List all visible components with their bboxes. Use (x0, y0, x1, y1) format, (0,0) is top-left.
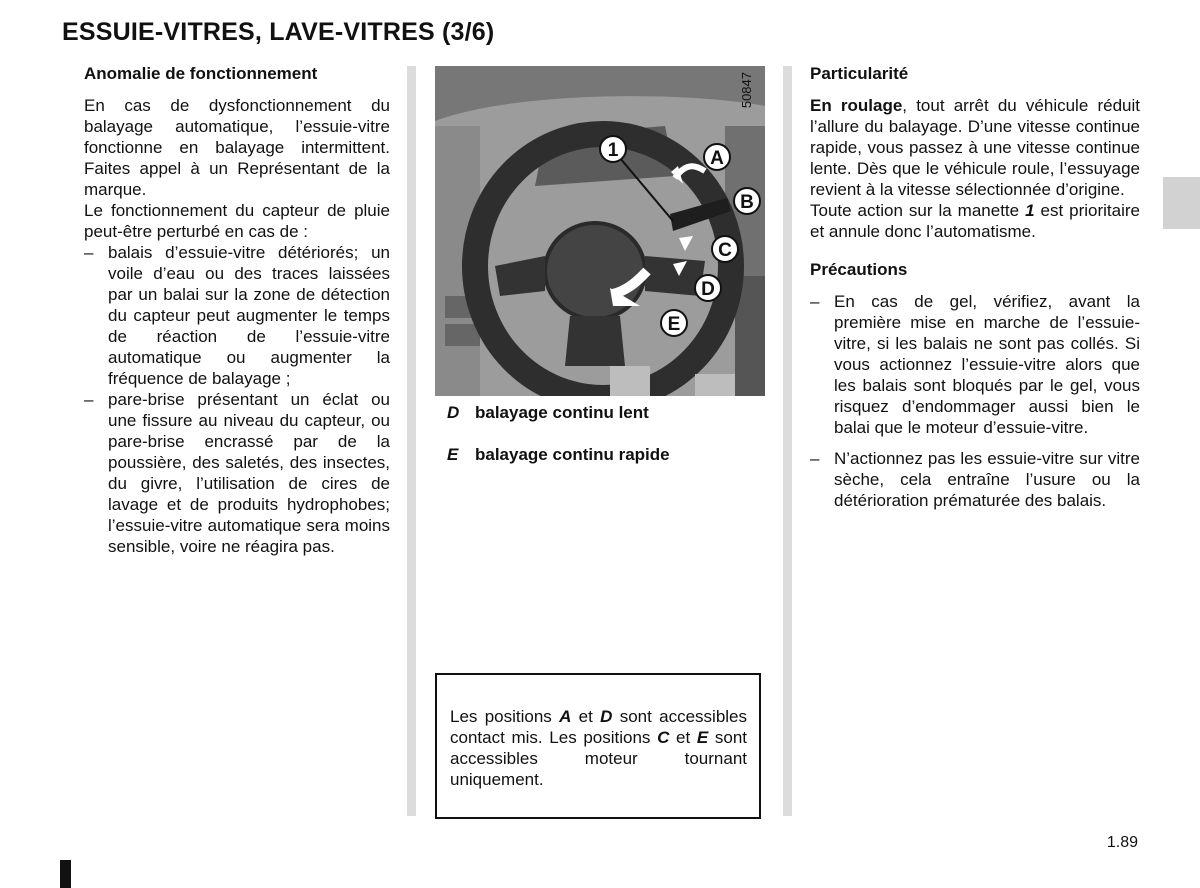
svg-text:A: A (710, 148, 724, 169)
list-item: – N’actionnez pas les essuie-vitre sur vitre sèche, cela entraîne l’usure ou la détérioration prématurée des balais. (810, 448, 1140, 511)
list-item: – En cas de gel, vérifiez, avant la première mise en marche de l’essuie-vitre, si les balais ne sont pas collés. Si vous actionnez l’essuie-vitre alors que les balais sont bloqués par le gel, vous risquez d’endommager aussi bien le balai que le moteur d’essuie-vitre. (810, 291, 1140, 438)
note-text: et (669, 728, 697, 747)
left-column (84, 63, 390, 557)
anomaly-list (84, 242, 390, 557)
note-text: sont accessibles contact mis. Les positions (450, 707, 748, 747)
paragraph-dysfonctionnement: En cas de dysfonctionnement du balayage automatique, l’essuie-vitre fonctionne en balayage intermittent. Faites appel à un Représentant de la marque. (84, 96, 390, 199)
steering-wheel-illustration (435, 66, 765, 396)
svg-text:D: D (701, 279, 715, 300)
callout-c (712, 236, 738, 262)
position-d-label: D (600, 707, 613, 726)
paragraph-text: Toute action sur la manette (810, 201, 1026, 220)
paragraph-text: , tout arrêt du véhicule réduit l’allure du balayage. D’une vitesse continue rapide, vous passez à une vitesse continue lente. Dès que le véhicule roule, l’essuyage revient à la vitesse sélectionnée d’origine. (810, 96, 1140, 199)
callout-b (734, 188, 760, 214)
precautions-list (810, 291, 1140, 511)
page-number: 1.89 (1106, 834, 1138, 851)
chapter-tab (1163, 177, 1200, 229)
list-item: – balais d’essuie-vitre détériorés; un voile d’eau ou des traces laissées par un balai sur la zone de détection du capteur peut augmenter le temps de réaction de l’essuie-vitre automatique ou augmenter la fréquence de balayage ; (84, 242, 390, 389)
section-heading-anomalie: Anomalie de fonctionnement (84, 64, 318, 83)
svg-text:E: E (667, 314, 681, 335)
position-c-label: C (657, 728, 670, 747)
note-text: et (571, 707, 601, 726)
callout-1 (600, 136, 626, 162)
legend-key: E (447, 445, 459, 464)
page-title: ESSUIE-VITRES, LAVE-VITRES (3/6) (62, 18, 495, 46)
positions-note-box (435, 673, 761, 819)
callout-e (661, 310, 687, 336)
paragraph-manette (810, 200, 1140, 242)
steering-wheel-drawing (435, 66, 765, 396)
paragraph-capteur: Le fonctionnement du capteur de pluie peut-être perturbé en cas de : (84, 201, 390, 241)
position-e-label: E (696, 728, 709, 747)
corner-marker (60, 860, 71, 888)
legend-text: balayage continu lent (475, 403, 649, 422)
right-column (810, 63, 1140, 511)
note-text: Les positions (450, 707, 560, 726)
list-item: – pare-brise présentant un éclat ou une fissure au niveau du capteur, ou pare-brise encrassé par de la poussière, des saletés, des insectes, du givre, l’utilisation de cires de lavage et de produits hydrophobes; l’essuie-vitre automatique sera moins sensible, voire ne réagira pas. (84, 389, 390, 557)
svg-text:1: 1 (607, 140, 619, 161)
svg-text:C: C (718, 240, 732, 261)
paragraph-en-roulage (810, 95, 1140, 200)
position-a-label: A (559, 707, 572, 726)
legend-text: balayage continu rapide (475, 445, 670, 464)
callout-a (704, 144, 730, 170)
figure-reference-number: 50847 (739, 72, 754, 109)
manette-number: 1 (1025, 201, 1035, 220)
section-heading-precautions: Précautions (810, 260, 908, 279)
column-divider-left (407, 66, 416, 816)
note-text: sont accessibles moteur tournant uniquement. (450, 728, 748, 789)
svg-text:B: B (740, 192, 754, 213)
section-heading-particularite: Particularité (810, 64, 909, 83)
legend-item-e (447, 445, 670, 465)
callout-d (695, 275, 721, 301)
legend-key: D (447, 403, 460, 422)
legend-item-d (447, 403, 649, 423)
column-divider-right (783, 66, 792, 816)
paragraph-text: est prioritaire et annule donc l’automatisme. (810, 201, 1140, 241)
bold-phrase: En roulage (810, 96, 903, 115)
